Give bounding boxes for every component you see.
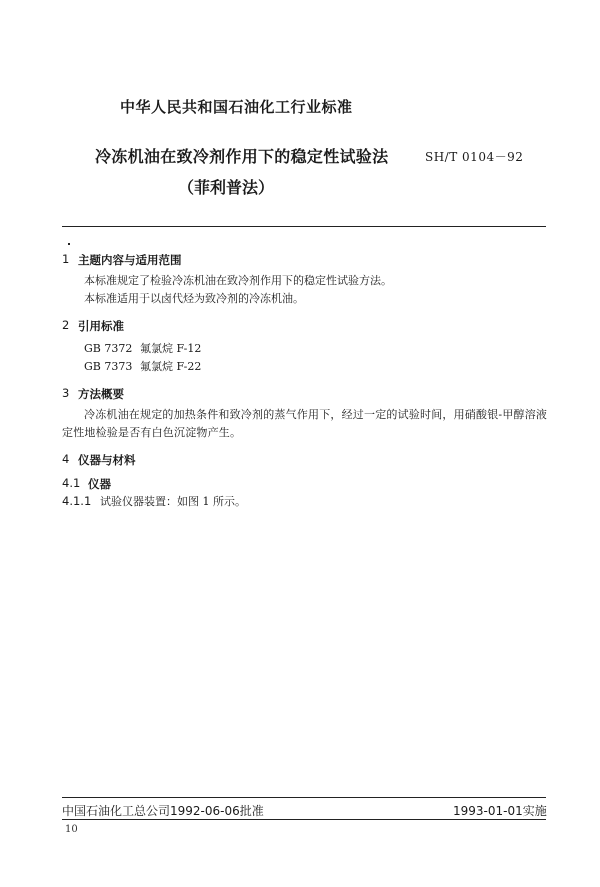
section-4-number: 4 xyxy=(62,452,70,466)
issuer-heading: 中华人民共和国石油化工行业标准 xyxy=(120,98,353,116)
document-title: 冷冻机油在致冷剂作用下的稳定性试验法 xyxy=(95,147,389,166)
section-1-number: 1 xyxy=(62,252,70,266)
reference-code-1: GB 7372 xyxy=(84,342,133,355)
subsection-4-1-title: 仪器 xyxy=(88,477,111,491)
section-3-paragraph: 冷冻机油在规定的加热条件和致冷剂的蒸气作用下，经过一定的试验时间，用硝酸银-甲醇溶液定性地检验是否有白色沉淀物产生。 xyxy=(62,408,548,439)
section-1-line-1: 本标准规定了检验冷冻机油在致冷剂作用下的稳定性试验方法。 xyxy=(84,274,392,287)
section-2-number: 2 xyxy=(62,318,70,332)
reference-code-2: GB 7373 xyxy=(84,360,133,373)
footer-rule-bottom xyxy=(62,819,546,820)
section-3-number: 3 xyxy=(62,386,70,400)
standard-code: SH/T 0104－92 xyxy=(425,150,524,164)
section-1-title: 主题内容与适用范围 xyxy=(78,253,182,267)
section-1-line-2: 本标准适用于以卤代烃为致冷剂的冷冻机油。 xyxy=(84,292,304,305)
clause-4-1-1-text: 试验仪器装置：如图 1 所示。 xyxy=(100,495,246,508)
reference-name-1: 氟氯烷 F-12 xyxy=(140,342,202,355)
reference-name-2: 氟氯烷 F-22 xyxy=(140,360,202,373)
subsection-4-1-number: 4.1 xyxy=(62,476,81,490)
effective-date: 1993-01-01实施 xyxy=(453,804,547,818)
footer-rule-top xyxy=(62,797,546,798)
scan-mark xyxy=(68,243,70,245)
document-subtitle: （菲利普法） xyxy=(178,178,275,197)
section-3-title: 方法概要 xyxy=(78,387,124,401)
section-4-title: 仪器与材料 xyxy=(78,453,136,467)
page-number: 10 xyxy=(65,824,78,835)
section-2-title: 引用标准 xyxy=(78,319,124,333)
header-rule xyxy=(62,226,546,227)
approval-note: 中国石油化工总公司1992-06-06批准 xyxy=(62,804,264,818)
clause-4-1-1-number: 4.1.1 xyxy=(62,494,92,508)
